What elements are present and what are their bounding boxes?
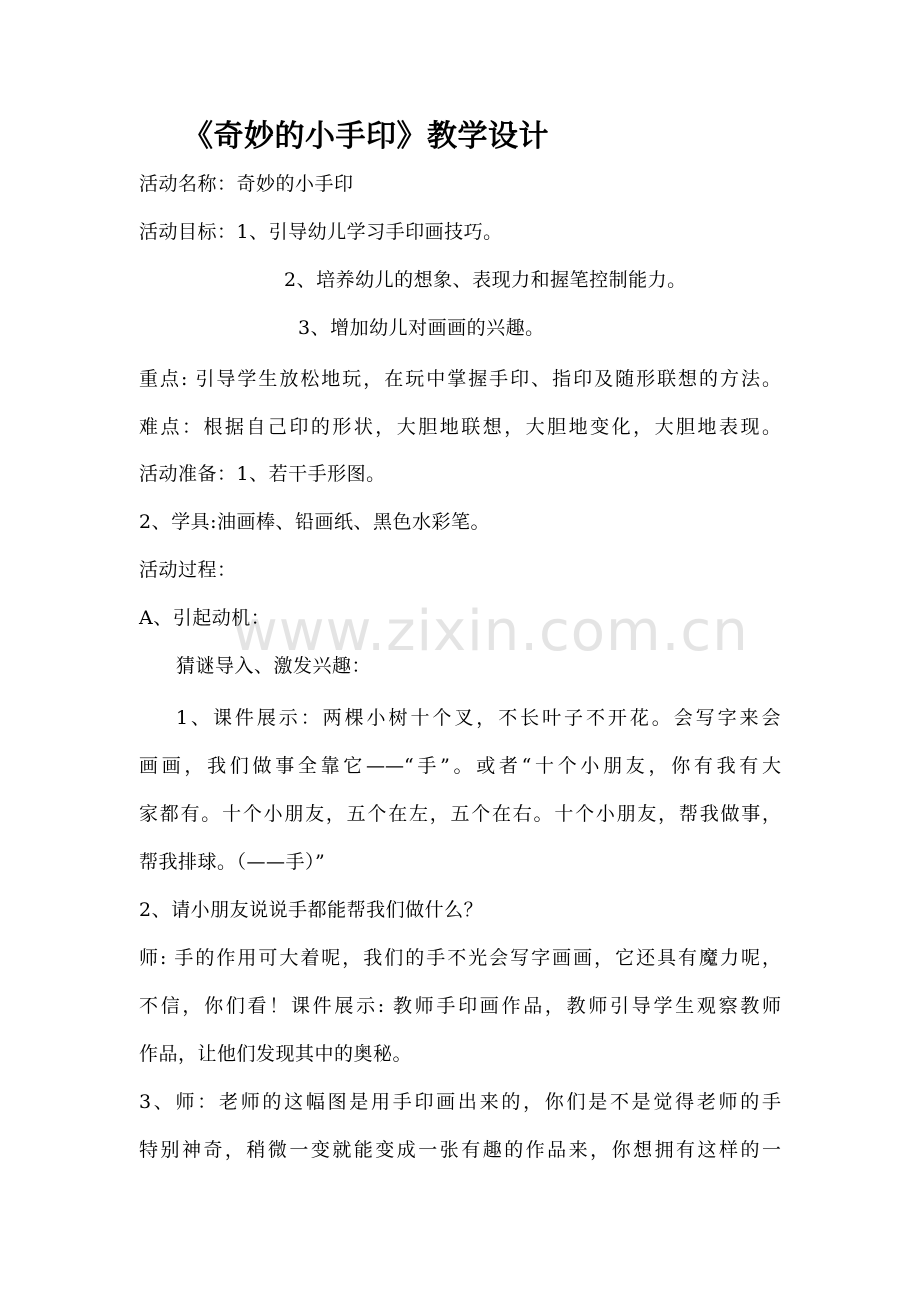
watermark: www.zixin.com.cn (232, 599, 749, 664)
goal-3-line: 3、增加幼儿对画画的兴趣。 (298, 317, 545, 339)
paragraph-1-line-1: 1、课件展示：两棵小树十个叉，不长叶子不开花。会写字来会 (176, 707, 781, 729)
paragraph-1-line-2: 画画，我们做事全靠它——“手”。或者“十个小朋友，你有我有大 (139, 755, 781, 777)
teacher-paragraph-line-2: 不信，你们看！课件展示: 教师手印画作品，教师引导学生观察教师 (139, 995, 781, 1017)
teacher-paragraph-line-1: 师: 手的作用可大着呢，我们的手不光会写字画画，它还具有魔力呢， (139, 947, 781, 969)
teacher-paragraph-line-3: 作品，让他们发现其中的奥秘。 (139, 1043, 413, 1065)
key-point-line: 重点: 引导学生放松地玩，在玩中掌握手印、指印及随形联想的方法。 (139, 368, 781, 390)
prep-1-line: 活动准备：1、若干手形图。 (139, 463, 386, 485)
question-2-line: 2、请小朋友说说手都能帮我们做什么？ (139, 899, 484, 921)
activity-name-line: 活动名称：奇妙的小手印 (139, 173, 354, 195)
prep-2-line: 2、学具:油画棒、铅画纸、黑色水彩笔。 (139, 511, 490, 533)
riddle-intro-line: 猜谜导入、激发兴趣： (176, 655, 372, 677)
goal-2-line: 2、培养幼儿的想象、表现力和握笔控制能力。 (284, 269, 687, 291)
paragraph-1-line-3: 家都有。十个小朋友，五个在左，五个在右。十个小朋友，帮我做事， (139, 803, 781, 825)
step-3-line-1: 3、师：老师的这幅图是用手印画出来的，你们是不是觉得老师的手 (139, 1091, 781, 1113)
step-3-line-2: 特别神奇，稍微一变就能变成一张有趣的作品来，你想拥有这样的一 (139, 1139, 781, 1161)
document-title: 《奇妙的小手印》教学设计 (183, 119, 549, 154)
goal-1-line: 活动目标：1、引导幼儿学习手印画技巧。 (139, 221, 503, 243)
difficulty-line: 难点：根据自己印的形状，大胆地联想，大胆地变化，大胆地表现。 (139, 416, 781, 438)
paragraph-1-line-4: 帮我排球。（——手）” (139, 851, 326, 873)
step-a-heading: A、引起动机： (139, 607, 271, 629)
process-heading: 活动过程： (139, 559, 237, 581)
